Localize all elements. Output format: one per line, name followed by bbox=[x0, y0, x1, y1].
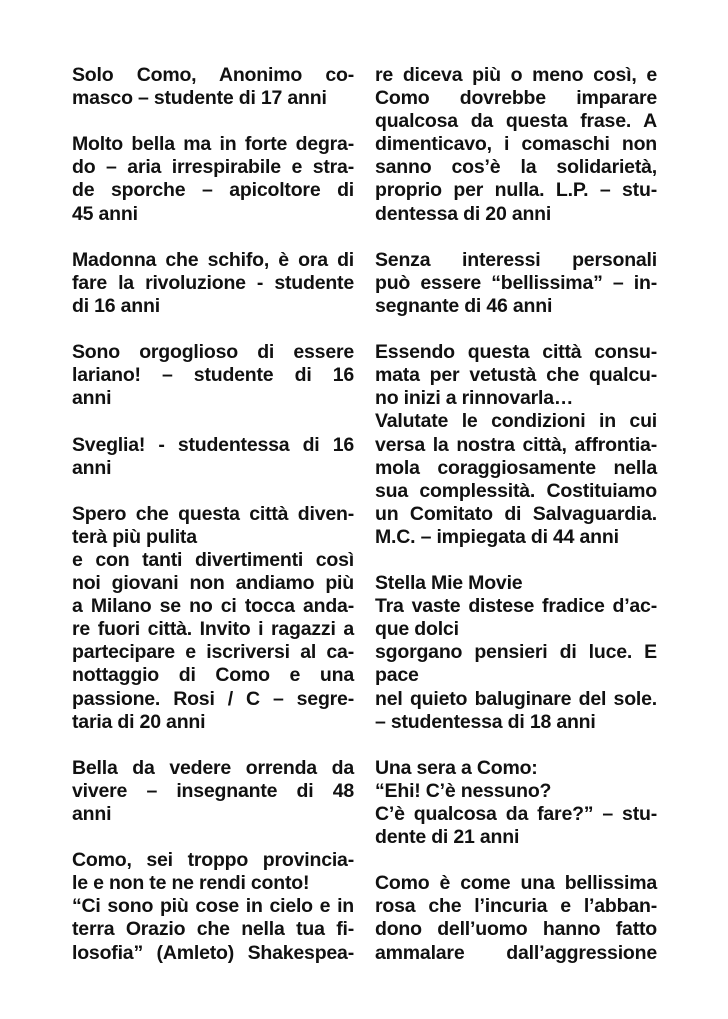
comment-entry bbox=[72, 249, 354, 318]
comment-entry bbox=[375, 757, 657, 849]
text-line: ammalare dall’aggressione bbox=[375, 941, 657, 964]
text-line: Sono orgoglioso di essere bbox=[72, 341, 354, 364]
text-line: terra Orazio che nella tua fi- bbox=[72, 918, 354, 941]
comment-entry bbox=[72, 133, 354, 225]
text-line: “Ehi! C’è nessuno? bbox=[375, 779, 552, 802]
text-line: dente di 21 anni bbox=[375, 826, 520, 849]
text-line: dono dell’uomo hanno fatto bbox=[375, 918, 657, 941]
text-line: anni bbox=[72, 803, 112, 825]
paragraph-gap bbox=[72, 410, 354, 433]
text-line: re diceva più o meno così, e bbox=[375, 64, 657, 86]
paragraph-gap bbox=[72, 318, 354, 341]
text-line: Sveglia! - studentessa di 16 bbox=[72, 433, 354, 456]
text-line: Como è come una bellissima bbox=[375, 872, 657, 895]
text-line: que dolci bbox=[375, 618, 459, 641]
text-line: sgorgano pensieri di luce. E bbox=[375, 641, 657, 664]
text-line: C’è qualcosa da fare?” – stu- bbox=[375, 803, 657, 825]
text-line: anni bbox=[72, 456, 112, 479]
paragraph-gap bbox=[375, 226, 657, 249]
text-line: a Milano se no ci tocca anda- bbox=[72, 595, 354, 618]
text-line: 45 anni bbox=[72, 202, 138, 225]
paragraph-gap bbox=[375, 549, 657, 572]
comment-entry bbox=[72, 64, 354, 110]
paragraph-gap bbox=[375, 318, 657, 341]
paragraph-gap bbox=[375, 734, 657, 757]
text-line: terà più pulita bbox=[72, 525, 197, 548]
text-line: Spero che questa città diven- bbox=[72, 502, 354, 525]
text-line: anni bbox=[72, 387, 112, 410]
comment-entry bbox=[375, 64, 657, 226]
text-line: fare la rivoluzione - studente bbox=[72, 271, 354, 294]
text-line: lariano! – studente di 16 bbox=[72, 364, 354, 387]
text-line: Tra vaste distese fradice d’ac- bbox=[375, 595, 657, 618]
comment-entry bbox=[375, 572, 657, 734]
text-line: Essendo questa città consu- bbox=[375, 341, 657, 364]
right-column bbox=[375, 64, 657, 965]
text-line: un Comitato di Salvaguardia. bbox=[375, 502, 657, 525]
text-line: segnante di 46 anni bbox=[375, 294, 553, 317]
text-line: re fuori città. Invito i ragazzi a bbox=[72, 618, 354, 641]
text-line: Madonna che schifo, è ora di bbox=[72, 248, 354, 271]
paragraph-gap bbox=[72, 226, 354, 249]
comment-entry bbox=[72, 849, 354, 964]
text-line: può essere “bellissima” – in- bbox=[375, 271, 657, 294]
text-line: sua complessità. Costituiamo bbox=[375, 479, 657, 502]
text-line: sanno cos’è la solidarietà, bbox=[375, 156, 657, 179]
text-line: mata per vetustà che qualcu- bbox=[375, 364, 657, 387]
comment-entry bbox=[72, 341, 354, 410]
text-line: Valutate le condizioni in cui bbox=[375, 410, 657, 433]
text-line: de sporche – apicoltore di bbox=[72, 179, 354, 202]
text-line: dentessa di 20 anni bbox=[375, 202, 552, 225]
paragraph-gap bbox=[72, 110, 354, 133]
comment-entry bbox=[72, 434, 354, 480]
text-line: do – aria irrespirabile e stra- bbox=[72, 156, 354, 179]
comment-entry bbox=[375, 341, 657, 549]
comment-entry bbox=[375, 872, 657, 964]
text-line: Bella da vedere orrenda da bbox=[72, 756, 354, 779]
paragraph-gap bbox=[375, 849, 657, 872]
paragraph-gap bbox=[72, 826, 354, 849]
text-line: – studentessa di 18 anni bbox=[375, 710, 596, 733]
text-line: losofia” (Amleto) Shakespea- bbox=[72, 941, 354, 964]
text-line: nottaggio di Como e una bbox=[72, 664, 354, 687]
comment-entry bbox=[375, 249, 657, 318]
text-line: Como dovrebbe imparare bbox=[375, 87, 657, 110]
text-line: Como, sei troppo provincia- bbox=[72, 849, 354, 872]
text-line: rosa che l’incuria e l’abban- bbox=[375, 895, 657, 918]
text-line: pace bbox=[375, 664, 419, 687]
text-line: taria di 20 anni bbox=[72, 710, 206, 733]
text-line: di 16 anni bbox=[72, 294, 160, 317]
text-line: Senza interessi personali bbox=[375, 248, 657, 271]
text-line: Una sera a Como: bbox=[375, 756, 538, 779]
text-line: vivere – insegnante di 48 bbox=[72, 779, 354, 802]
text-line: proprio per nulla. L.P. – stu- bbox=[375, 179, 657, 202]
text-line: partecipare e iscriversi al ca- bbox=[72, 641, 354, 664]
text-line: dimenticavo, i comaschi non bbox=[375, 133, 657, 156]
comment-entry bbox=[72, 757, 354, 826]
text-line: masco – studente di 17 anni bbox=[72, 87, 327, 110]
text-line: Solo Como, Anonimo co- bbox=[72, 64, 354, 86]
text-line: noi giovani non andiamo più bbox=[72, 572, 354, 595]
text-line: qualcosa da questa frase. A bbox=[375, 110, 657, 133]
text-line: le e non te ne rendi conto! bbox=[72, 872, 310, 895]
text-line: versa la nostra città, affrontia- bbox=[375, 433, 657, 456]
text-line: Molto bella ma in forte degra- bbox=[72, 133, 354, 156]
text-line: Stella Mie Movie bbox=[375, 572, 523, 595]
paragraph-gap bbox=[72, 480, 354, 503]
text-line: passione. Rosi / C – segre- bbox=[72, 687, 354, 710]
text-line: mola coraggiosamente nella bbox=[375, 456, 657, 479]
paragraph-gap bbox=[72, 734, 354, 757]
text-line: nel quieto baluginare del sole. bbox=[375, 687, 657, 710]
text-line: no inizi a rinnovarla… bbox=[375, 387, 574, 410]
text-line: e con tanti divertimenti così bbox=[72, 548, 354, 571]
text-line: M.C. – impiegata di 44 anni bbox=[375, 525, 619, 548]
comment-entry bbox=[72, 503, 354, 734]
left-column bbox=[72, 64, 354, 965]
text-line: “Ci sono più cose in cielo e in bbox=[72, 895, 354, 918]
